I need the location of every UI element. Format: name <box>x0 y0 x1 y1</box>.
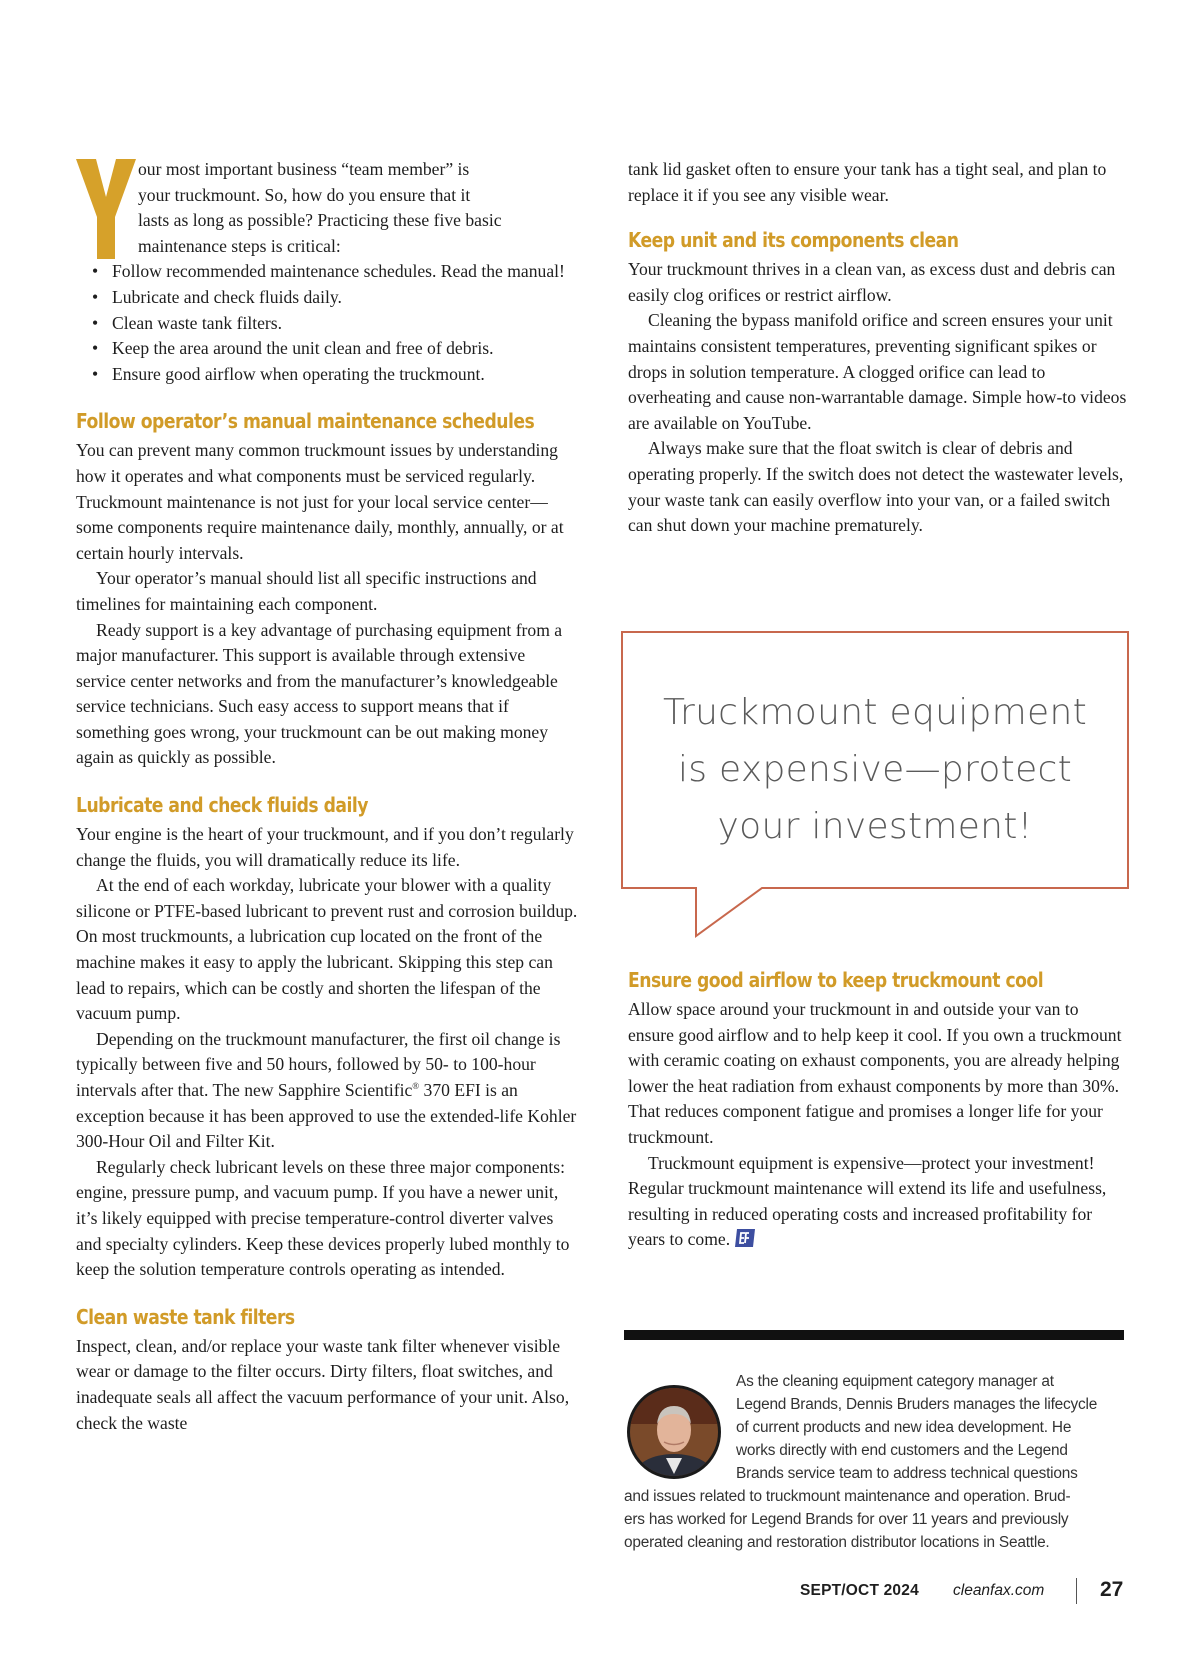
pull-quote-line: your investment! <box>717 806 1033 847</box>
bio-line: Legend Brands, Dennis Bruders manages the lifecycle <box>736 1396 1098 1413</box>
intro-line: our most important business “team member” is <box>138 159 470 179</box>
bio-line: of current products and new idea development. He <box>736 1419 1072 1436</box>
pull-quote-text <box>620 684 1130 855</box>
paragraph: Regularly check lubricant levels on these three major components: engine, pressure pump, and vacuum pump. If you have a newer unit, it’s likely equipped with precise temperature-control diverter valves and specialty cylinders. Keep these devices properly lubed monthly to keep the solution temperature controls operating as intended. <box>76 1156 570 1280</box>
list-item: • Follow recommended maintenance schedules. Read the manual! <box>92 259 578 285</box>
site-url: cleanfax.com <box>953 1582 1045 1599</box>
bio-line: ers has worked for Legend Brands for over 11 years and previously <box>624 1511 1069 1528</box>
text-run: Truckmount equipment is expensive—protect your investment! Regular truckmount maintenance will extend its life and usefulness, resulting in reduced operating costs and increased profitability for years to come. <box>628 1152 1107 1250</box>
paragraph <box>76 1027 578 1155</box>
bio-line: Brands service team to address technical questions <box>736 1465 1078 1482</box>
drop-cap-y <box>76 159 136 259</box>
pull-quote <box>620 630 1130 950</box>
author-bio <box>624 1370 1128 1554</box>
paragraph: Your engine is the heart of your truckmount, and if you don’t regularly change the fluids, you will dramatically reduce its life. <box>76 824 574 870</box>
list-item: • Clean waste tank filters. <box>92 311 578 337</box>
bio-line: operated cleaning and restoration distributor locations in Seattle. <box>624 1534 1050 1551</box>
registered-mark: ® <box>412 1081 420 1092</box>
pull-quote-line: Truckmount equipment <box>662 692 1088 733</box>
cleanfax-logo-icon <box>734 1228 756 1248</box>
section-heading-clean: Keep unit and its components clean <box>628 228 959 253</box>
text-run: 370 EFI is an exception because it has been approved to use the extended-life Kohler 300-Hour Oil and Filter Kit. <box>76 1080 577 1152</box>
paragraph: Cleaning the bypass manifold orifice and screen ensures your unit maintains consistent temperatures, preventing significant spikes or drops in solution temperature. A clogged orifice can lead to overheating and cause non-warrantable damage. Simple how-to videos are available on YouTube. <box>628 310 1127 433</box>
list-item: • Lubricate and check fluids daily. <box>92 285 578 311</box>
paragraph: tank lid gasket often to ensure your tank has a tight seal, and plan to replace it if you see any visible wear. <box>628 159 1107 205</box>
bio-line: and issues related to truckmount maintenance and operation. Brud- <box>624 1488 1071 1505</box>
paragraph: You can prevent many common truckmount issues by understanding how it operates and what components must be serviced regularly. Truckmount maintenance is not just for your local service center—some components require maintenance daily, monthly, annually, or at certain hourly intervals. <box>76 440 564 563</box>
right-column-lower <box>628 968 1128 1253</box>
bio-line: As the cleaning equipment category manager at <box>736 1373 1054 1390</box>
intro-line: lasts as long as possible? Practicing these five basic <box>138 210 502 231</box>
section-heading-lubricate: Lubricate and check fluids daily <box>76 793 368 818</box>
paragraph: Inspect, clean, and/or replace your waste tank filter whenever visible wear or damage to the filter occurs. Dirty filters, float switches, and inadequate seals all affect the vacuum performance of your unit. Also, check the waste <box>76 1335 570 1433</box>
paragraph: Allow space around your truckmount in and outside your van to ensure good airflow and to help keep it cool. If you own a truckmount with ceramic coating on exhaust components, you are already helping lower the heat radiation from exhaust components by more than 30%. That reduces component fatigue and promises a longer life for your truckmount. <box>628 999 1122 1147</box>
paragraph: At the end of each workday, lubricate your blower with a quality silicone or PTFE-based lubricant to prevent rust and corrosion buildup. On most truckmounts, a lubrication cup located on the front of the machine makes it easy to apply the lubricant. Skipping this step can lead to repairs, which can be costly and shorten the lifespan of the vacuum pump. <box>76 875 578 1024</box>
paragraph <box>628 1151 1128 1253</box>
section-heading-filters: Clean waste tank filters <box>76 1304 295 1329</box>
intro-line: your truckmount. So, how do you ensure that it <box>138 184 471 205</box>
list-item: • Keep the area around the unit clean and free of debris. <box>92 336 578 362</box>
text-run: Depending on the truckmount manufacturer, the first oil change is typically between five and 50 hours, followed by 50- to 100-hour intervals after that. The new Sapphire Scientific <box>76 1028 561 1100</box>
issue-date: SEPT/OCT 2024 <box>800 1582 919 1599</box>
pull-quote-line: is expensive—protect <box>677 749 1073 790</box>
right-column <box>628 157 1128 539</box>
paragraph: Always make sure that the float switch is clear of debris and operating properly. If the switch does not detect the wastewater levels, your waste tank can easily overflow into your van, or a failed switch can shut down your machine prematurely. <box>628 438 1124 536</box>
list-item: • Ensure good airflow when operating the truckmount. <box>92 362 578 388</box>
intro <box>76 157 578 259</box>
page-footer <box>800 1578 1130 1608</box>
paragraph: Your operator’s manual should list all specific instructions and timelines for maintaining each component. <box>76 568 537 614</box>
page-number: 27 <box>1100 1578 1124 1601</box>
section-heading-schedules: Follow operator’s manual maintenance schedules <box>76 409 535 434</box>
footer-divider <box>1076 1578 1077 1604</box>
bio-divider <box>624 1330 1124 1340</box>
bio-line: works directly with end customers and the Legend <box>736 1442 1068 1459</box>
paragraph: Ready support is a key advantage of purchasing equipment from a major manufacturer. This support is available through extensive service center networks and from the manufacturer’s knowledgeable service technicians. Such easy access to support means that if something goes wrong, your truckmount can be out making money again as quickly as possible. <box>76 619 563 768</box>
left-column <box>76 157 578 1436</box>
section-heading-airflow: Ensure good airflow to keep truckmount cool <box>628 968 1044 992</box>
intro-line: maintenance steps is critical: <box>138 235 341 256</box>
steps-list <box>92 259 578 387</box>
paragraph: Your truckmount thrives in a clean van, as excess dust and debris can easily clog orifices or restrict airflow. <box>628 259 1116 305</box>
